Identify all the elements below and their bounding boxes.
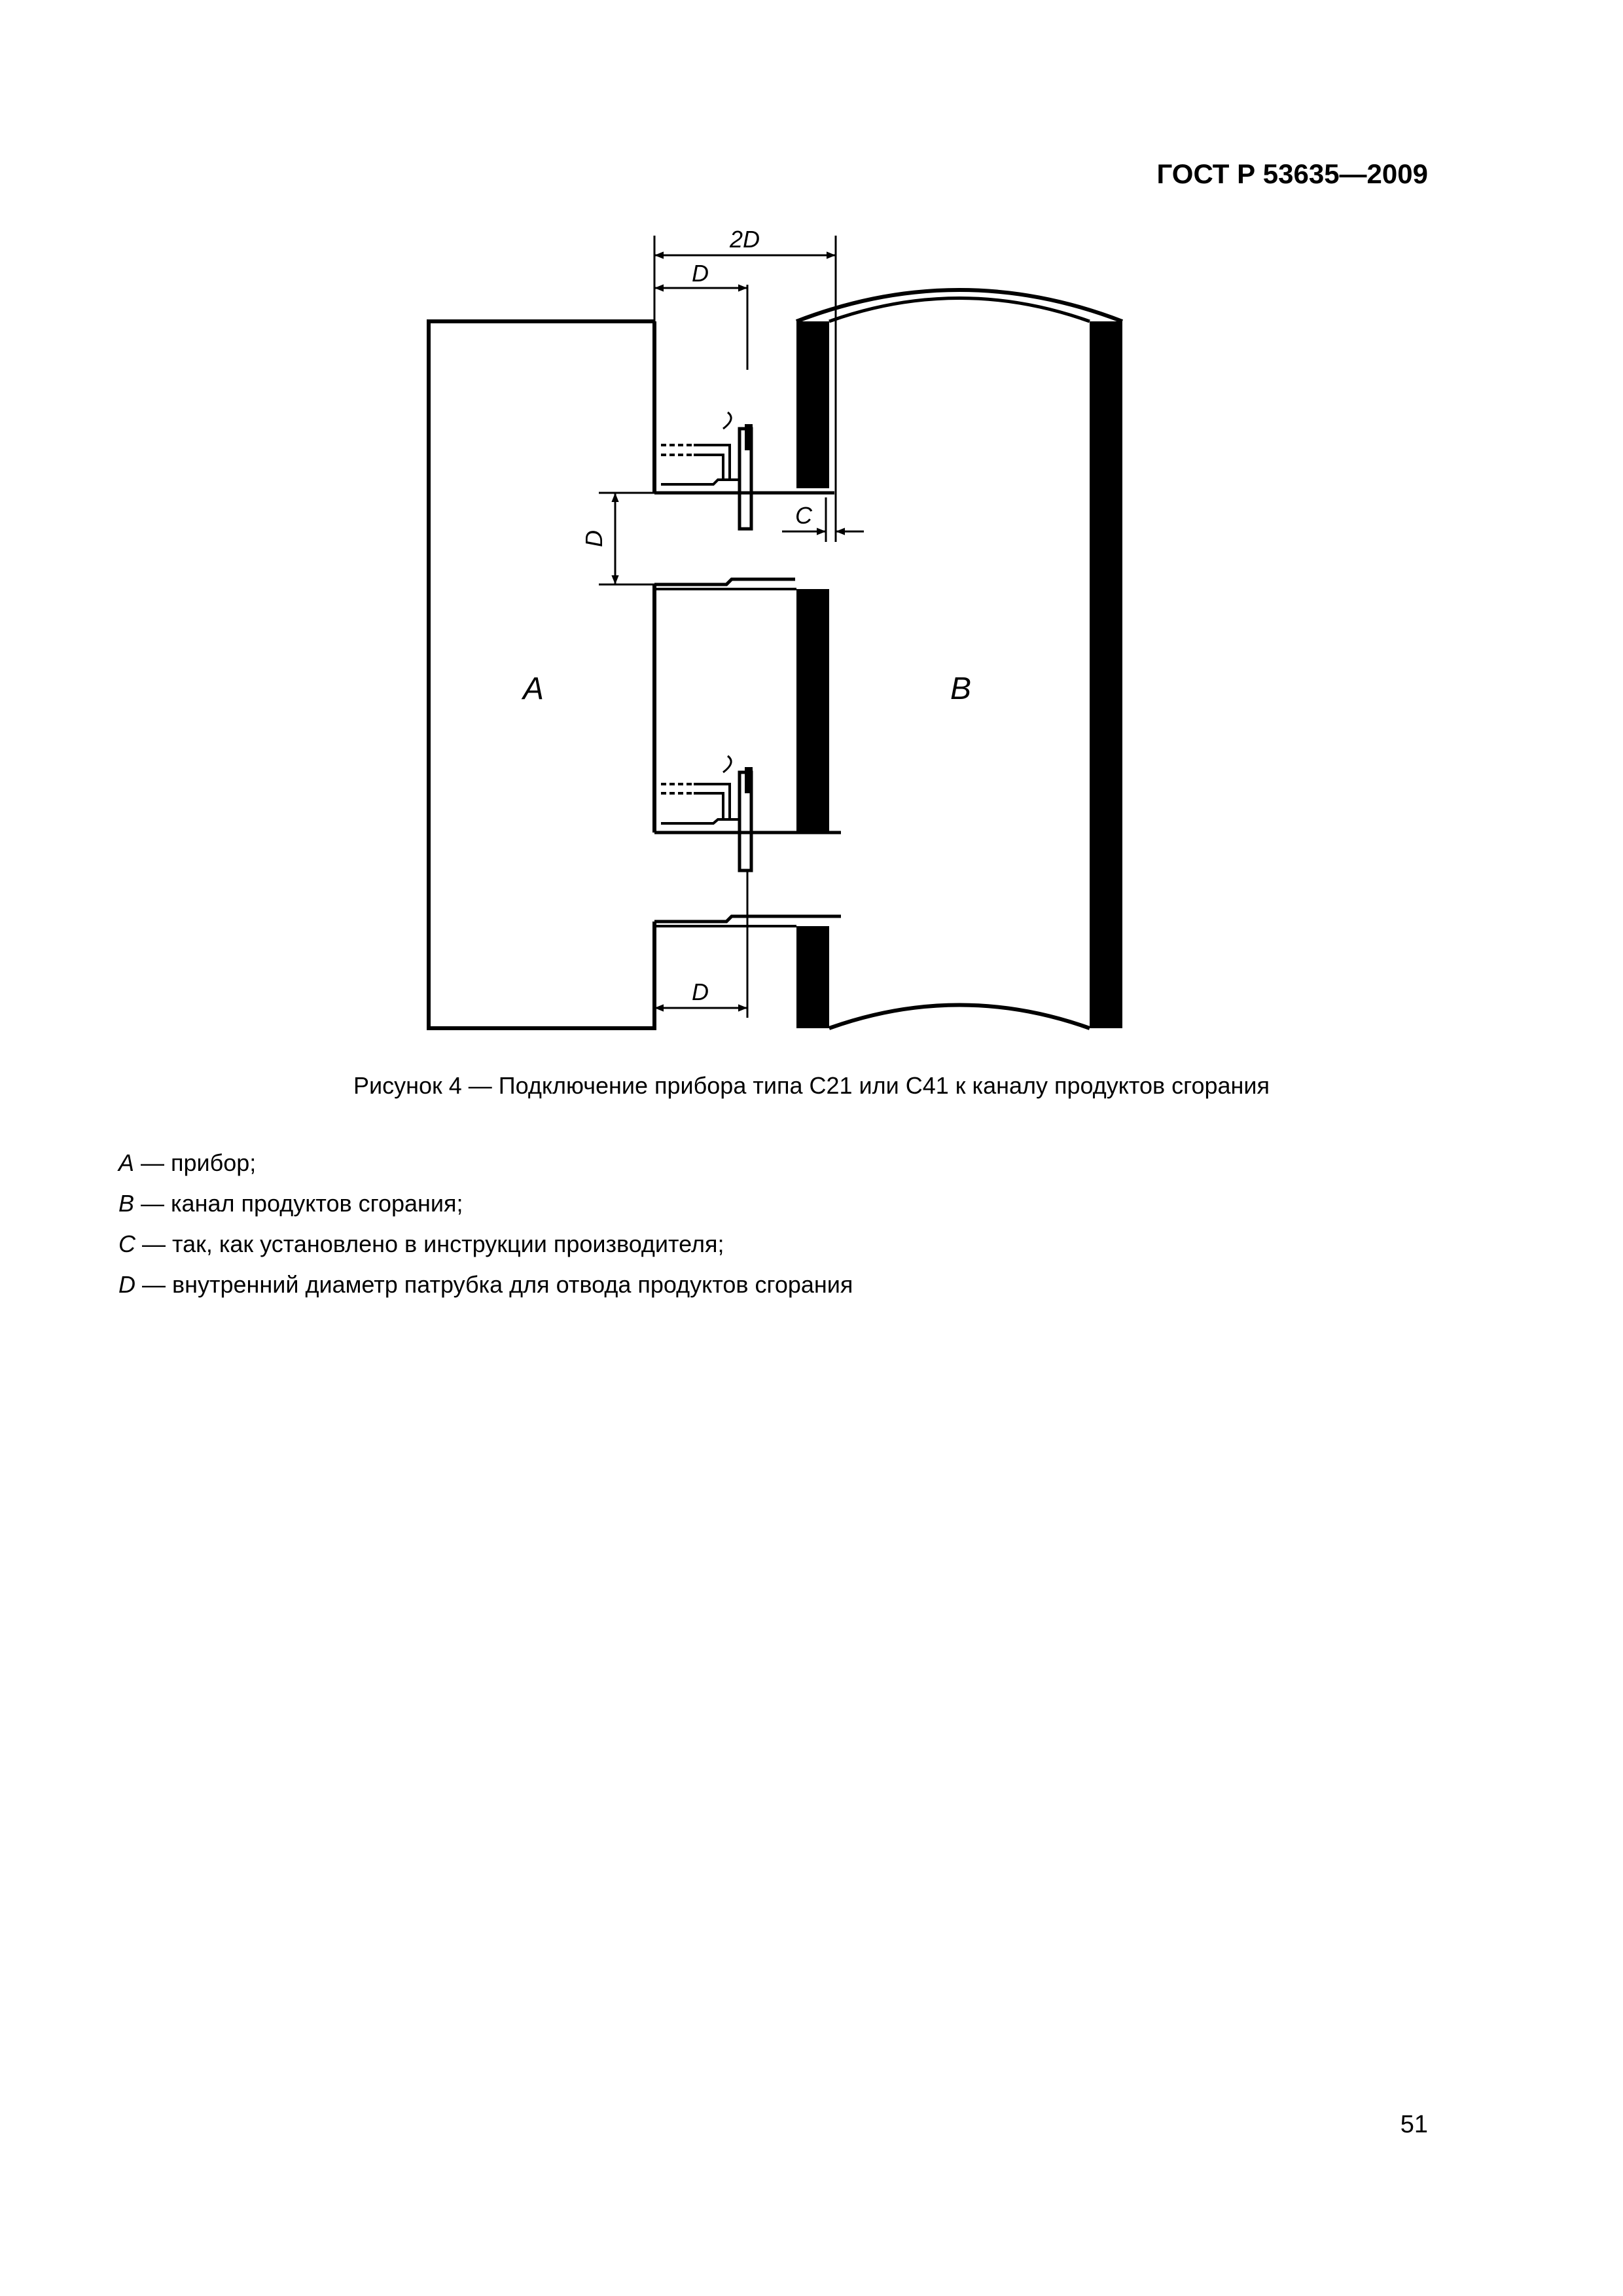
legend-key: A: [118, 1149, 135, 1176]
legend-item: [118, 1183, 853, 1224]
channel-wall-left-upper: [796, 321, 829, 488]
label-channel: B: [950, 672, 972, 706]
label-side-d: D: [580, 530, 607, 547]
legend-text: — так, как установлено в инструкции производителя;: [135, 1230, 724, 1257]
page-number: 51: [1400, 2111, 1428, 2138]
figure-legend: [118, 1143, 853, 1305]
legend-key: B: [118, 1190, 135, 1217]
figure-caption: Рисунок 4 — Подключение прибора типа С21 или С41 к каналу продуктов сгорания: [353, 1072, 1270, 1099]
flue-channel: [796, 290, 1122, 1028]
label-appliance: A: [522, 672, 544, 706]
connection-diagram: [0, 0, 1623, 1060]
channel-wall-right: [1090, 321, 1122, 1028]
legend-item: [118, 1143, 853, 1183]
legend-item: [118, 1265, 853, 1305]
legend-item: [118, 1224, 853, 1265]
legend-text: — канал продуктов сгорания;: [134, 1190, 463, 1217]
channel-wall-left-middle: [796, 589, 829, 831]
label-c: C: [795, 502, 812, 529]
label-bottom-d: D: [692, 978, 709, 1005]
document-header: ГОСТ Р 53635—2009: [1156, 158, 1428, 189]
legend-text: — прибор;: [134, 1149, 257, 1176]
channel-bottom-arc: [829, 1005, 1090, 1029]
label-top-d: D: [692, 260, 709, 287]
legend-text: — внутренний диаметр патрубка для отвода продуктов сгорания: [135, 1271, 853, 1298]
channel-wall-left-lower: [796, 926, 829, 1028]
legend-key: D: [118, 1271, 135, 1298]
label-2d: 2D: [729, 226, 760, 253]
legend-key: C: [118, 1230, 135, 1257]
